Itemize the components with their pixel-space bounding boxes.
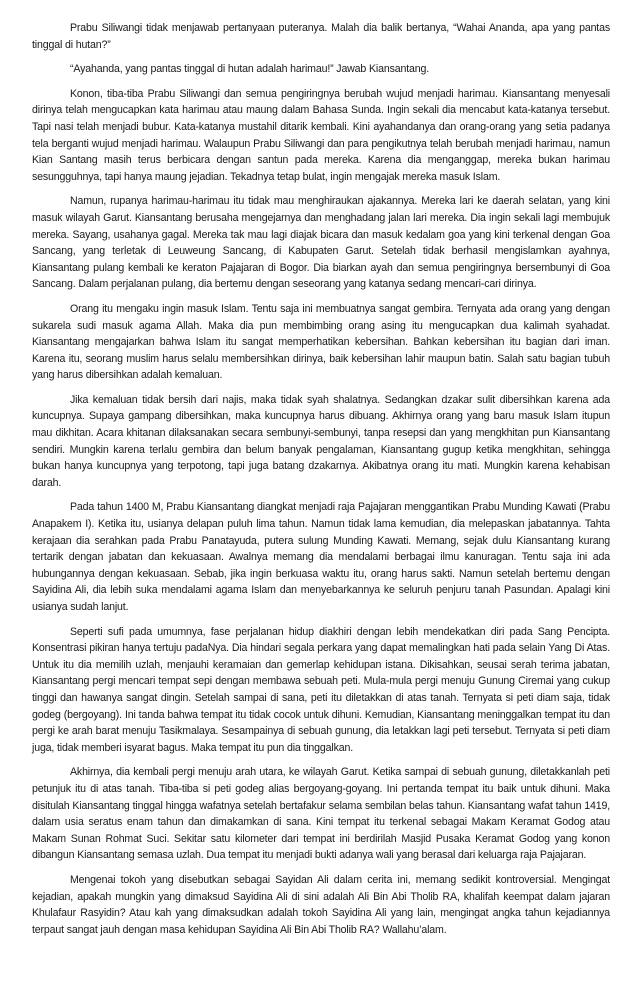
paragraph-1: Prabu Siliwangi tidak menjawab pertanyaan puteranya. Malah dia balik bertanya, “Wahai Ananda, apa yang pantas tinggal di hutan?” [32,22,610,51]
paragraph-8: Seperti sufi pada umumnya, fase perjalanan hidup diakhiri dengan lebih mendekatkan diri pada Sang Pencipta. Konsentrasi pikiran hanya tertuju padaNya. Dia hindari segala perkara yang dapat memalingkan hati pada selain Yang Di Atas. Untuk itu dia memilih uzlah, menjauhi keramaian dan gemerlap kehidupan istana. Dikisahkan, seusai serah terima jabatan, Kiansantang pergi mencari tempat sepi dengan membawa sebuah peti. Mula-mula pergi menuju Gunung Ciremai yang cukup tinggi dan hawanya sangat dingin. Setelah sampai di sana, peti itu diletakkan di atas tanah. Ternyata si peti diam saja, tidak godeg (bergoyang). Ini tanda bahwa tempat itu tidak cocok untuk dihuni. Kemudian, Kiansantang meninggalkan tempat itu dan pergi ke arah barat menuju Tasikmalaya. Sesampainya di sebuah gunung, dia letakkan lagi peti tersebut. Ternyata si peti diam juga, tidak memberi isyarat bagus. Maka tempat itu pun dia tinggalkan. [32,625,610,754]
document-page [32,20,610,946]
paragraph-4: Namun, rupanya harimau-harimau itu tidak mau menghiraukan ajakannya. Mereka lari ke daerah selatan, yang kini masuk wilayah Garut. Kiansantang berusaha mengejarnya dan menghadang jalan lari mereka. Dia ingin sekali lagi membujuk mereka. Sayang, usahanya gagal. Mereka tak mau lagi diajak bicara dan masuk kedalam goa yang kini terkenal dengan Goa Sancang, yang terletak di Leuweung Sancang, di Kabupaten Garut. Setelah tidak berhasil mengislamkan ayahnya, Kiansantang pulang kembali ke keraton Pajajaran di Bogor. Dia biarkan ayah dan semua pengiringnya bersembunyi di Goa Sancang. Dalam perjalanan pulang, dia bertemu dengan seseorang yang katanya sedang mencari-cari dirinya. [32,195,610,291]
paragraph-7: Pada tahun 1400 M, Prabu Kiansantang diangkat menjadi raja Pajajaran menggantikan Prabu Munding Kawati (Prabu Anapakem I). Ketika itu, usianya delapan puluh lima tahun. Namun tidak lama kemudian, dia melepaskan jabatannya. Tahta kerajaan dia serahkan pada Prabu Panatayuda, putera sulung Munding Kawati. Memang, sejak dulu Kiansantang kurang tertarik dengan jabatan dan kekuasaan. Awalnya memang dia mendalami berbagai ilmu kanuragan. Tentu saja ini ada hubungannya dengan kekuasaan. Sebab, jika ingin berkuasa waktu itu, orang harus sakti. Namun setelah bertemu dengan Sayidina Ali, dia lebih suka mendalami agama Islam dan menyebarkannya ke seluruh penjuru tanah Pasundan. Apalagi kini usianya sudah lanjut. [32,501,610,613]
paragraph-2: “Ayahanda, yang pantas tinggal di hutan adalah harimau!” Jawab Kiansantang. [70,63,430,76]
paragraph-6: Jika kemaluan tidak bersih dari najis, maka tidak syah shalatnya. Sedangkan dzakar sulit dibersihkan karena ada kuncupnya. Supaya gampang dibersihkan, maka kuncupnya harus dibuang. Akhirnya orang yang baru masuk Islam itupun mau dikhitan. Acara khitanan dilaksanakan secara sembunyi-sembunyi, tanpa resepsi dan yang mengkhitan pun Kiansantang sendiri. Mungkin karena terlalu gembira dan belum banyak pengalaman, Kiansantang gugup ketika mengkhitan, sehingga bukan hanya kuncupnya yang terpotong, tapi juga batang dzakarnya. Akibatnya orang itu mati. Mungkin karena kehabisan darah. [32,393,610,489]
paragraph-5: Orang itu mengaku ingin masuk Islam. Tentu saja ini membuatnya sangat gembira. Ternyata ada orang yang dengan sukarela sudi masuk agama Allah. Maka dia pun membimbing orang asing itu mengucapkan dua kalimah syahadat. Kiansantang mengajarkan bahwa Islam itu sangat memperhatikan kebersihan. Bahkan kebersihan itu bagian dari iman. Karena itu, seorang muslim harus selalu membersihkan dirinya, baik kebersihan lahir maupun batin. Salah satu bagian tubuh yang harus dibersihkan adalah kemaluan. [32,302,610,382]
paragraph-9: Akhirnya, dia kembali pergi menuju arah utara, ke wilayah Garut. Ketika sampai di sebuah gunung, diletakkanlah peti petunjuk itu di atas tanah. Tiba-tiba si peti godeg alias bergoyang-goyang. Ini pertanda tempat itu baik untuk dihuni. Maka disitulah Kiansantang tinggal hingga wafatnya setelah bertafakur selama sembilan belas tahun. Kiansantang wafat tahun 1419, dalam usia seratus enam tahun dan dimakamkan di sana. Kini tempat itu terkenal sebagai Makam Keramat Godog atau Makam Sunan Rohmat Suci. Sekitar satu kilometer dari tempat ini berdirilah Masjid Pusaka Keramat Godog yang konon dibangun Kiansantang semasa uzlah. Dua tempat itu menjadi bukti adanya wali yang berasal dari keluarga raja Pajajaran. [32,766,610,862]
paragraph-10: Mengenai tokoh yang disebutkan sebagai Sayidan Ali dalam cerita ini, memang sedikit kontroversial. Mengingat kejadian, apakah mungkin yang dimaksud Sayidina Ali di sini adalah Ali Bin Abi Tholib RA, khalifah keempat dalam jajaran Khulafaur Rasyidin? Atau kah yang dimaksudkan adalah tokoh Sayidina Ali yang lain, mengingat angka tahun kejadiannya terpaut sangat jauh dengan masa kehidupan Sayidina Ali Bin Abi Tholib RA? Wallahu’alam. [32,873,610,936]
paragraph-3: Konon, tiba-tiba Prabu Siliwangi dan semua pengiringnya berubah wujud menjadi harimau. Kiansantang menyesali dirinya telah mengucapkan kata harimau atau maung dalam Bahasa Sunda. Ingin sekali dia mencabut kata-katanya tersebut. Tapi nasi telah menjadi bubur. Kata-katanya mustahil ditarik kembali. Kini ayahandanya dan orang-orang yang setia padanya tela berganti wujud menjadi harimau. Walaupun Prabu Siliwangi dan para pengikutnya telah berubah menjadi harimau, namun Kian Santang masih terus berbicara dengan santun pada mereka. Karena dia menganggap, mereka bukan harimau sesungguhnya, tapi hanya maung jejadian. Tekadnya tetap bulat, ingin mengajak mereka masuk Islam. [32,87,610,183]
